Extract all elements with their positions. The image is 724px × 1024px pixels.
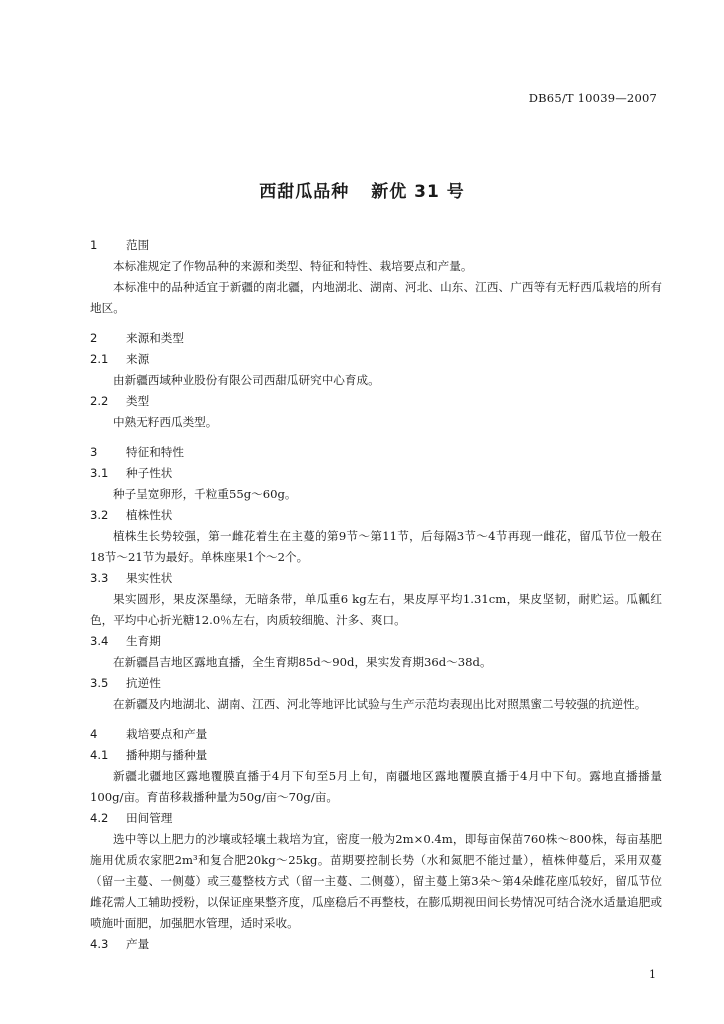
paragraph: 植株生长势较强，第一雌花着生在主蔓的第9节～第11节，后每隔3节～4节再现一雌花，留瓜节位一般在18节～21节为最好。单株座果1个～2个。 (90, 529, 662, 564)
paragraph: 种子呈宽卵形，千粒重55g～60g。 (113, 487, 297, 501)
page-number: 1 (649, 968, 656, 981)
title-variety: 新优 31 号 (371, 182, 465, 202)
paragraph: 由新疆西域种业股份有限公司西甜瓜研究中心育成。 (113, 373, 380, 387)
subsection-heading: 4.2 田间管理 (90, 811, 173, 825)
section-heading: 1 范围 (90, 238, 150, 252)
document-title (0, 177, 724, 202)
subsection-heading: 4.3 产量 (90, 937, 150, 951)
subsection-heading: 3.4 生育期 (90, 634, 161, 648)
subsection-heading: 3.2 植株性状 (90, 508, 173, 522)
paragraph: 本标准规定了作物品种的来源和类型、特征和特性、栽培要点和产量。 (113, 259, 473, 273)
section-heading: 3 特征和特性 (90, 445, 184, 459)
paragraph: 在新疆昌吉地区露地直播，全生育期85d～90d，果实发育期36d～38d。 (113, 655, 492, 669)
paragraph: 新疆北疆地区露地覆膜直播于4月下旬至5月上旬，南疆地区露地覆膜直播于4月中下旬。露地直播播量100g/亩。育苗移栽播种量为50g/亩～70g/亩。 (90, 769, 662, 804)
subsection-heading: 2.2 类型 (90, 394, 150, 408)
paragraph: 中熟无籽西瓜类型。 (113, 415, 218, 429)
paragraph: 本标准中的品种适宜于新疆的南北疆，内地湖北、湖南、河北、山东、江西、广西等有无籽西瓜栽培的所有地区。 (90, 280, 662, 315)
section-heading: 4 栽培要点和产量 (90, 727, 208, 741)
standard-code: DB65/T 10039—2007 (528, 91, 657, 105)
document-body (90, 235, 662, 955)
subsection-heading: 3.5 抗逆性 (90, 676, 161, 690)
subsection-heading: 3.1 种子性状 (90, 466, 173, 480)
subsection-heading: 3.3 果实性状 (90, 571, 173, 585)
paragraph: 在新疆及内地湖北、湖南、江西、河北等地评比试验与生产示范均表现出比对照黑蜜二号较强的抗逆性。 (113, 697, 647, 711)
subsection-heading: 4.1 播种期与播种量 (90, 748, 208, 762)
section-heading: 2 来源和类型 (90, 331, 184, 345)
paragraph: 选中等以上肥力的沙壤或轻壤土栽培为宜，密度一般为2m×0.4m，即每亩保苗760株～800株，每亩基肥施用优质农家肥2m³和复合肥20kg～25kg。苗期要控制长势（水和氮肥不能过量），植株伸蔓后，采用双蔓（留一主蔓、一侧蔓）或三蔓整枝方式（留一主蔓、二侧蔓），留主蔓上第3朵～第4朵雌花座瓜较好，留瓜节位雌花需人工辅助授粉，以保证座果整齐度，瓜座稳后不再整枝，在膨瓜期视田间长势情况可结合浇水适量追肥或喷施叶面肥，加强肥水管理，适时采收。 (90, 832, 662, 930)
subsection-heading: 2.1 来源 (90, 352, 150, 366)
paragraph: 果实圆形，果皮深墨绿，无暗条带，单瓜重6 kg左右，果皮厚平均1.31cm，果皮坚韧，耐贮运。瓜瓤红色，平均中心折光糖12.0％左右，肉质较细脆、汁多、爽口。 (90, 592, 662, 627)
title-main: 西甜瓜品种 (259, 182, 350, 202)
